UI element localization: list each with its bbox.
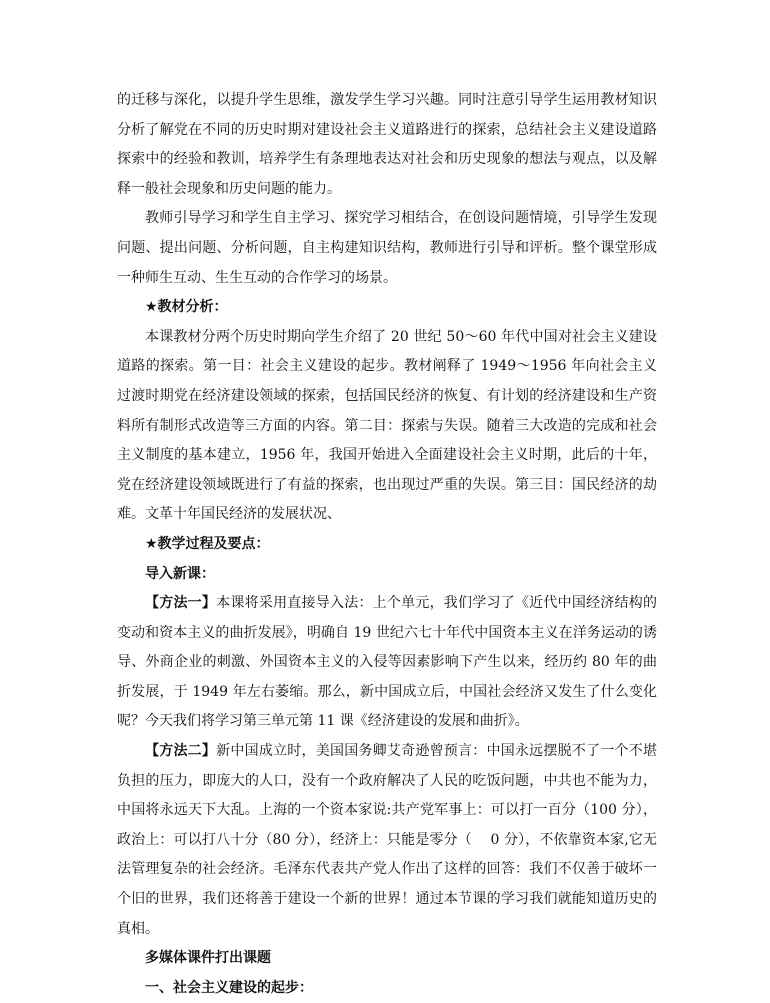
method-two-label: 【方法二】 — [145, 743, 217, 760]
document-page — [117, 86, 657, 1003]
method-one-label: 【方法一】 — [145, 595, 217, 612]
paragraph-teaching-method: 教师引导学习和学生自主学习、探究学习相结合，在创设问题情境，引导学生发现问题、提出问题、分析问题，自主构建知识结构，教师进行引导和评析。整个课堂形成一种师生互动、生生互动的合作学习的场景。 — [117, 210, 657, 286]
heading-lesson-intro: 导入新课： — [145, 565, 215, 582]
method-two-text: 新中国成立时，美国国务卿艾奇逊曾预言：中国永远摆脱不了一个不堪负担的压力，即庞大的人口，没有一个政府解决了人民的吃饭问题，中共也不能为力，中国将永远天下大乱。上海的一个资本家说:共产党军事上：可以打一百分（100 分），政治上：可以打八十分（80 分），经济上：只能是零分（ 0 分），不依靠资本家,它无法管理复杂的社会经济。毛泽东代表共产党人作出了这样的回答：我们不仅善于破坏一个旧的世界，我们还将善于建设一个新的世界！通过本节课的学习我们就能知道历史的真相。 — [117, 743, 658, 937]
heading-teaching-process: ★教学过程及要点： — [145, 535, 270, 552]
heading-textbook-analysis: ★教材分析： — [145, 299, 228, 316]
paragraph-method-one — [117, 589, 657, 737]
method-one-text: 本课将采用直接导入法：上个单元，我们学习了《近代中国经济结构的变动和资本主义的曲折发展》，明确自 19 世纪六七十年代中国资本主义在洋务运动的诱导、外商企业的刺激、外国资本主义的入侵等因素影响下产生以来，经历约 80 年的曲折发展，于 1949 年左右萎缩。那么，新中国成立后，中国社会经济又发生了什么变化呢？今天我们将学习第三单元第 11 课《经济建设的发展和曲折》。 — [117, 595, 658, 730]
paragraph-textbook-analysis: 本课教材分两个历史时期向学生介绍了 20 世纪 50～60 年代中国对社会主义建设道路的探索。第一目：社会主义建设的起步。教材阐释了 1949～1956 年向社会主义过渡时期党在经济建设领域的探索，包括国民经济的恢复、有计划的经济建设和生产资料所有制形式改造等三方面的内容。第二目：探索与失误。随着三大改造的完成和社会主义制度的基本建立，1956 年，我国开始进入全面建设社会主义时期，此后的十年，党在经济建设领域既进行了有益的探索，也出现过严重的失误。第三目：国民经济的劫难。文革十年国民经济的发展状况、 — [117, 328, 657, 523]
heading-multimedia: 多媒体课件打出课题 — [145, 950, 271, 967]
paragraph-intro-continuation: 的迁移与深化，以提升学生思维，激发学生学习兴趣。同时注意引导学生运用教材知识分析了解党在不同的历史时期对建设社会主义道路进行的探索，总结社会主义建设道路探索中的经验和教训，培养学生有条理地表达对社会和历史现象的想法与观点，以及解释一般社会现象和历史问题的能力。 — [117, 92, 657, 197]
heading-section-one: 一、社会主义建设的起步： — [145, 979, 313, 996]
paragraph-method-two — [117, 737, 657, 944]
